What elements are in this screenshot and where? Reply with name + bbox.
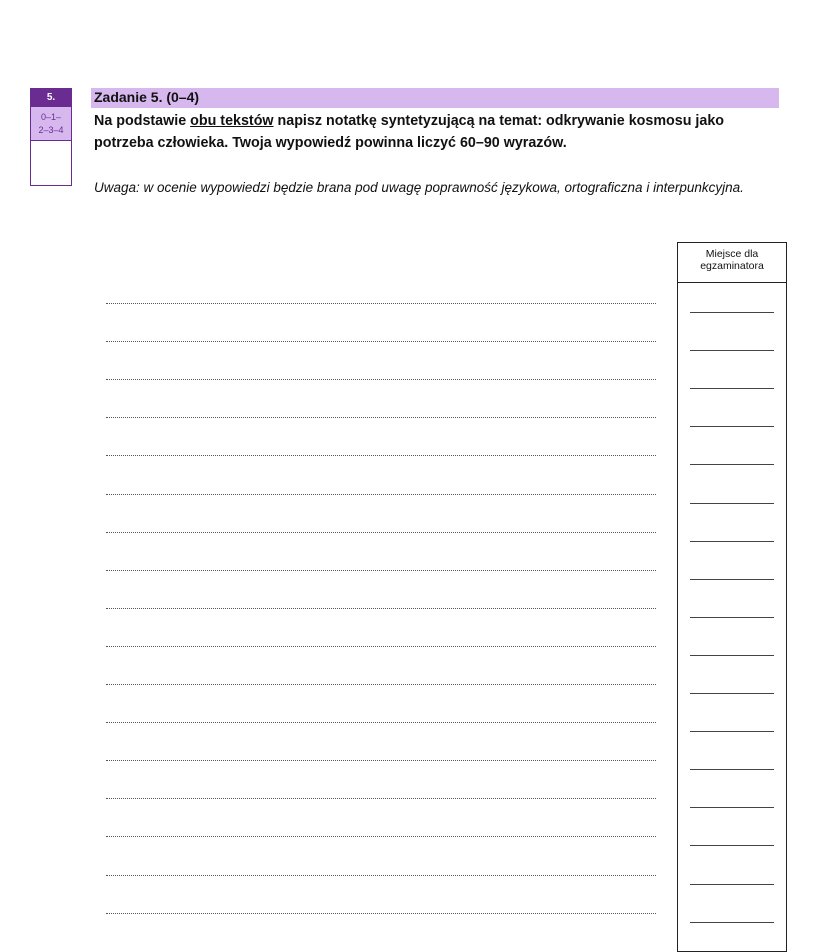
task-title: Zadanie 5. (0–4): [94, 89, 200, 105]
examiner-mark-line: [690, 693, 774, 694]
answer-line[interactable]: [106, 417, 656, 418]
answer-line[interactable]: [106, 722, 656, 723]
examiner-mark-line: [690, 617, 774, 618]
examiner-mark-line: [690, 541, 774, 542]
answer-line[interactable]: [106, 875, 656, 876]
instruction-part-2: napisz notatkę syntetyzującą na temat: odkrywanie kosmosu jako potrzeba człowieka. Twoja wypowiedź powinna liczyć 60–90 wyrazów.: [94, 113, 725, 151]
answer-line[interactable]: [106, 341, 656, 342]
score-box: [30, 88, 72, 186]
examiner-mark-line: [690, 845, 774, 846]
examiner-mark-line: [690, 426, 774, 427]
answer-line[interactable]: [106, 608, 656, 609]
answer-line[interactable]: [106, 798, 656, 799]
examiner-mark-line: [690, 655, 774, 656]
answer-line[interactable]: [106, 455, 656, 456]
answer-line[interactable]: [106, 684, 656, 685]
answer-line[interactable]: [106, 494, 656, 495]
answer-line[interactable]: [106, 379, 656, 380]
task-number: 5.: [31, 89, 71, 107]
examiner-mark-line: [690, 922, 774, 923]
examiner-mark-line: [690, 388, 774, 389]
points-scale: [31, 107, 71, 141]
task-note: Uwaga: w ocenie wypowiedzi będzie brana pod uwagę poprawność językowa, ortograficzna i interpunkcyjna.: [94, 180, 744, 195]
instruction-underlined: obu tekstów: [190, 113, 274, 129]
task-instruction: [94, 110, 784, 154]
examiner-header-line-2: egzaminatora: [700, 260, 764, 272]
points-line-1: 0–1–: [40, 112, 62, 122]
examiner-mark-line: [690, 807, 774, 808]
examiner-column: [677, 242, 787, 952]
instruction-part-1: Na podstawie: [94, 113, 191, 129]
examiner-mark-line: [690, 884, 774, 885]
answer-line[interactable]: [106, 913, 656, 914]
examiner-mark-line: [690, 464, 774, 465]
examiner-mark-line: [690, 769, 774, 770]
answer-line[interactable]: [106, 646, 656, 647]
answer-line[interactable]: [106, 760, 656, 761]
answer-line[interactable]: [106, 836, 656, 837]
examiner-header-line-1: Miejsce dla: [705, 248, 759, 260]
examiner-header: [678, 243, 786, 283]
examiner-mark-line: [690, 579, 774, 580]
answer-line[interactable]: [106, 303, 656, 304]
examiner-mark-line: [690, 312, 774, 313]
points-line-2: 2–3–4: [38, 125, 64, 135]
examiner-mark-line: [690, 503, 774, 504]
examiner-mark-line: [690, 731, 774, 732]
answer-line[interactable]: [106, 570, 656, 571]
answer-line[interactable]: [106, 532, 656, 533]
examiner-mark-line: [690, 350, 774, 351]
